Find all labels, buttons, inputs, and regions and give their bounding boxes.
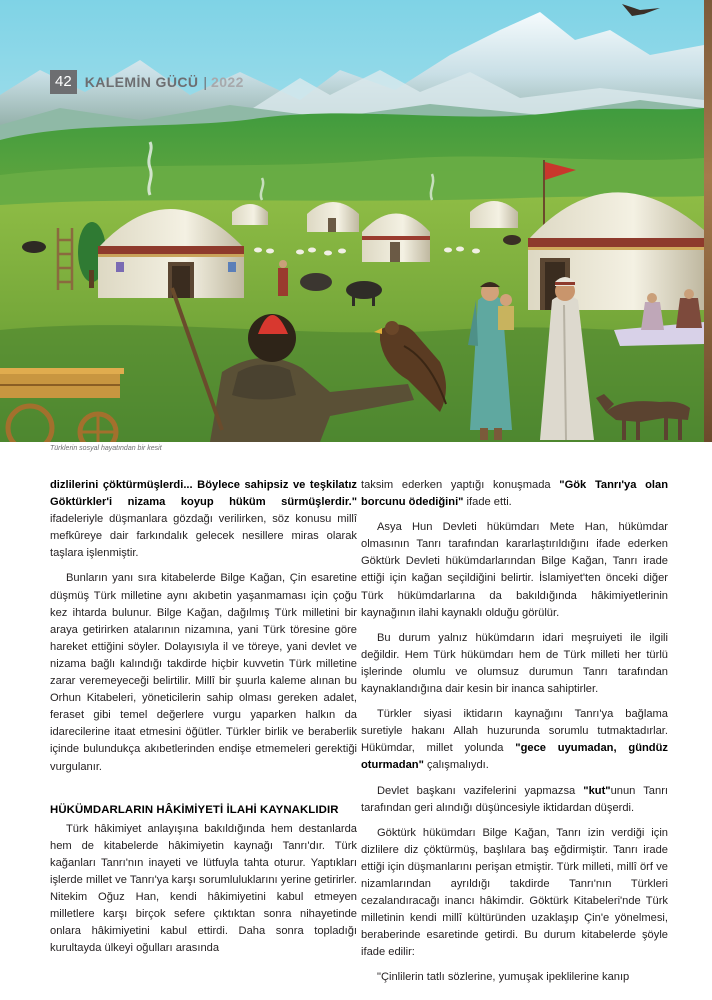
article-column-left	[50, 477, 357, 957]
paragraph: Bu durum yalnız hükümdarın idari meşruiyeti ile ilgili değildir. Hem Türk hükümdarı hem de Türk milleti her türlü işlerinde olumlu ve olumsuz durumun Tanrı tarafından kaynaklandığına dair kesin bir inanca sahiptirler.	[361, 631, 668, 696]
bold-quote: dizlilerini çöktürmüşlerdi... Böylece sahipsiz ve teşkilatız Göktürkler'i nizama koyup hüküm sürmüşlerdir."	[50, 479, 357, 509]
paragraph	[361, 477, 668, 511]
paragraph	[361, 783, 668, 817]
hero-illustration	[0, 0, 704, 442]
magazine-name: KALEMİN GÜCÜ	[84, 74, 199, 90]
article-column-right	[361, 477, 668, 987]
page-header	[50, 70, 244, 94]
page-number: 42	[50, 70, 77, 94]
paragraph: Asya Hun Devleti hükümdarı Mete Han, hükümdar olmasının Tanrı tarafından kararlaştırıldığını ifade ederken Göktürk Devleti hükümdarlarından Bilge Kağan, Tanrı irade ettiği için kağan seçildiğini belirtir. İslamiyet'ten önceki diğer Türk hükümdarlarına da bakıldığında hâkimiyetlerinin kaynağının ilahi kaynaklı olduğu görülür.	[361, 521, 668, 619]
paragraph-text: Türkler siyasi iktidarın kaynağını Tanrı'ya bağlama suretiyle hakanı Allah huzurunda sorumlu tutmaktadırlar. Hükümdar, millet yolunda	[361, 708, 668, 755]
adjacent-page-edge	[704, 0, 712, 442]
paragraph-text: unun Tanrı tarafından geri alındığı düşüncesiyle iktidardan düşerdi.	[361, 784, 668, 814]
paragraph-text: taksim ederken yaptığı konuşmada	[361, 479, 560, 491]
section-heading: HÜKÜMDARLARIN HÂKİMİYETİ İLAHİ KAYNAKLIDIR	[50, 803, 339, 816]
paragraph-text: ifade etti.	[463, 496, 512, 509]
header-separator: |	[203, 74, 208, 90]
paragraph-text: ifadeleriyle düşmanlara gözdağı verilirken, söz konusu millî mefkûreye dair farkındalık gelecek nesillere miras olarak taşlara işlenmiştir.	[50, 513, 357, 560]
paragraph: "Çinlilerin tatlı sözlerine, yumuşak ipeklilerine kanıp	[377, 971, 630, 984]
bold-quote: "gece uyumadan, gündüz oturmadan"	[361, 742, 668, 772]
bold-quote: "Gök Tanrı'ya olan borcunu ödediğini"	[361, 479, 668, 509]
paragraph-text: çalışmalıydı.	[423, 759, 489, 772]
paragraph: Göktürk hükümdarı Bilge Kağan, Tanrı izin verdiği için dizlilere diz çöktürmüş, başlılara baş eğdirmiştir. Tanrı irade ettiği için düşmanlarını perişan etmiştir. Türk milleti, millî örf ve nizamlarından ayrıldığı takdirde Tanrı'nın Türkleri cezalandıracağı inancı hâkimdir. Göktürk Kitabeleri'nde Türk milletinin kendi millî kültüründen uzaklaşıp Çin'e yönelmesi, beraberinde esaretinde getirdi. Bu durum kitabelerde şöyle ifade edilir:	[361, 826, 668, 959]
issue-year: 2022	[211, 74, 244, 90]
paragraph-text: Devlet başkanı vazifelerini yapmazsa	[377, 784, 584, 797]
paragraph	[50, 477, 357, 562]
paragraph: Türk hâkimiyet anlayışına bakıldığında hem destanlarda hem de kitabelerde hâkimiyetin kaynağı Tanrı'dır. Türk kağanları Tanrı'nın inayeti ve lütfuyla tahta oturur. Yaptıkları işlerde millet ve Tanrı'ya karşı sorumluluklarını yerine getirirler. Nitekim Oğuz Han, kendi hâkimiyetini kabul etmeyen milletlere karşı birçok sefere çıktıktan sonra nihayetinde onlara hâkimiyetini kabul ettirdi. Daha sonra topladığı kurultayda ülkeyi oğulları arasında	[50, 822, 357, 955]
bold-term: "kut"	[583, 784, 611, 797]
paragraph	[361, 706, 668, 774]
figure-caption: Türklerin sosyal hayatından bir kesit	[50, 445, 162, 452]
paragraph: Bunların yanı sıra kitabelerde Bilge Kağan, Çin esaretine düşmüş Türk milletine aynı akıbetin yaşanmaması için çoğu kez ihtarda bulunur. Bilge Kağan, dağılmış Türk milletini bir araya getirirken atalarının nizamına, yani Türk töresine göre hareket ettiğini söyler. Dolayısıyla il ve töreye, yani devlet ve nizama bağlı kalındığı takdirde hiçbir kuvvetin Türk milletine zarar veremeyeceği belirtilir. Millî bir şuurla kaleme alınan bu Orhun Kitabeleri, yöneticilerin sahip olması gereken adalet, feraset gibi temel değerlere vurgu yaparken halkın da idarecilerine itaat etmesini öğütler. Türkler birlik ve beraberlik içinde bulundukça akıbetlerinden endişe etmemeleri gerektiği vurgulanır.	[50, 572, 357, 773]
